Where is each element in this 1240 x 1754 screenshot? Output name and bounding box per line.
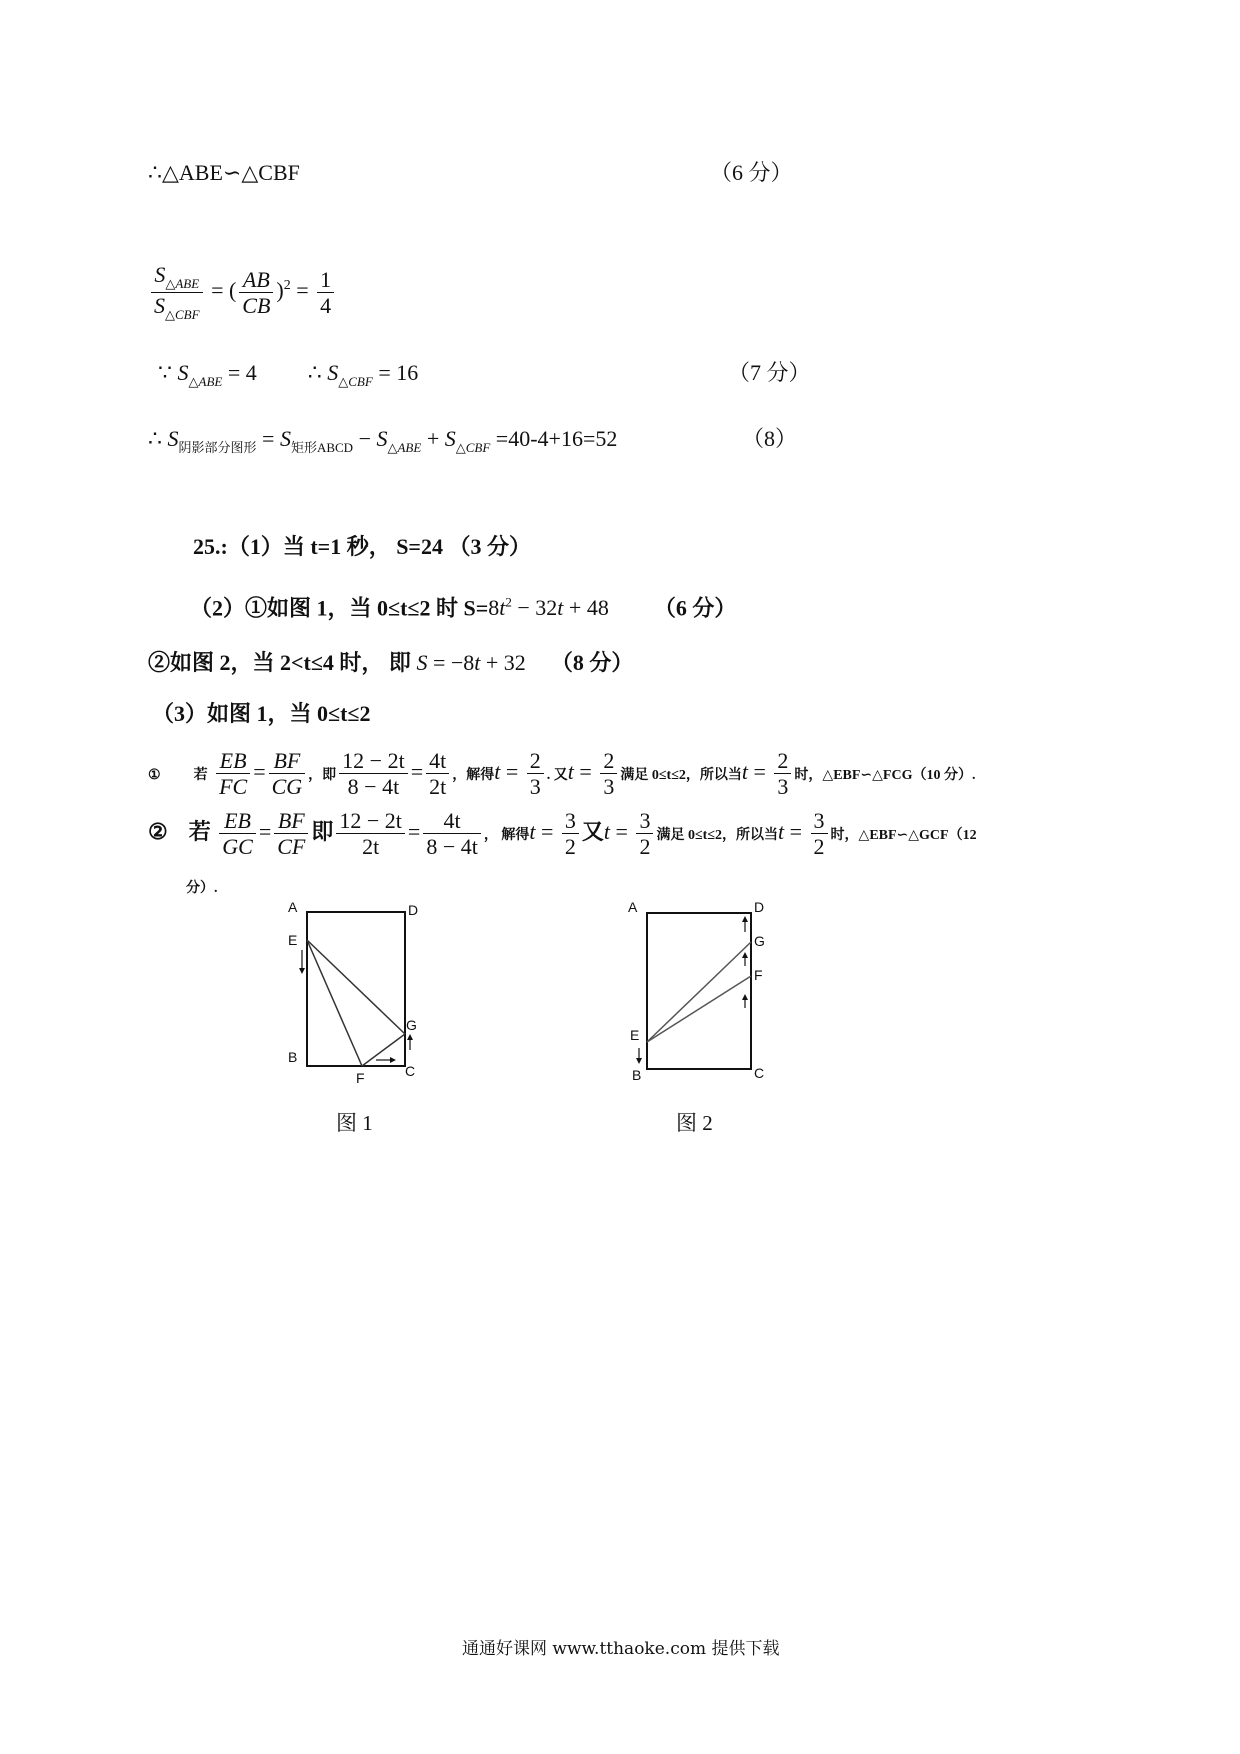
label-f: F	[754, 967, 763, 983]
arrowhead-icon	[299, 968, 305, 974]
denominator: CB	[242, 292, 271, 318]
fraction-rhs	[423, 808, 481, 860]
figure-1-diagram	[280, 900, 460, 1100]
q25-part3: （3）如图 1，当 0≤t≤2	[152, 701, 371, 726]
text: 时，△EBF∽△FCG（10 分）.	[794, 767, 976, 783]
step7-line	[158, 362, 418, 388]
score: （6 分）	[653, 595, 737, 621]
s-symbol: S	[154, 262, 166, 287]
q25-part2-1	[190, 596, 736, 619]
label-c: C	[405, 1063, 416, 1079]
segment-ef	[307, 940, 362, 1066]
label-a: A	[288, 899, 298, 915]
step7-score: （7 分）	[728, 360, 811, 385]
fraction-eb-fc	[216, 748, 250, 800]
numerator: EB	[219, 808, 256, 834]
numerator: BF	[269, 748, 306, 774]
figure-2-caption: 图 2	[676, 1111, 713, 1135]
denominator: CG	[271, 774, 303, 800]
denominator: 2t	[362, 834, 380, 860]
fraction-lhs	[339, 748, 408, 800]
because-symbol: ∵	[158, 360, 172, 385]
denominator: 3	[777, 774, 789, 800]
side-ratio-fraction	[239, 267, 273, 319]
t-var: t	[499, 595, 506, 621]
text: . 又	[546, 767, 568, 783]
text: 若	[188, 818, 211, 844]
text: ②如图 2，当 2<t≤4 时， 即	[148, 650, 417, 675]
arrowhead-icon	[407, 1034, 413, 1040]
arrowhead-icon	[742, 952, 748, 958]
subscript: △ABE	[165, 276, 200, 291]
numerator: 1	[317, 267, 334, 293]
fraction-lhs	[336, 808, 405, 860]
numerator: 12 − 2t	[336, 808, 405, 834]
equals: =	[262, 426, 275, 451]
denominator: 3	[603, 774, 615, 800]
numerator: 2	[527, 748, 544, 774]
rectangle-abcd	[307, 912, 405, 1066]
segment-eg	[647, 942, 751, 1042]
power: 2	[505, 595, 512, 610]
t-var: t	[567, 758, 574, 784]
denominator: 2	[639, 834, 651, 860]
area-ratio-fraction	[151, 262, 203, 323]
text: 又	[581, 818, 604, 844]
term: + 32	[480, 650, 526, 675]
numerator: 4t	[426, 748, 449, 774]
label-e: E	[630, 1027, 640, 1043]
numerator: 3	[562, 808, 579, 834]
segment-eg	[307, 940, 405, 1034]
ratio-equation	[148, 262, 337, 323]
label-e: E	[288, 932, 298, 948]
s-symbol: S	[416, 650, 428, 675]
subscript: △CBF	[455, 440, 491, 455]
numerator: 3	[636, 808, 653, 834]
q25-part2-2	[148, 652, 633, 674]
text: 满足 0≤t≤2，所以当	[620, 767, 742, 783]
denominator: 4	[320, 292, 332, 318]
coef: 8	[488, 595, 500, 621]
fraction-eb-gc	[219, 808, 256, 860]
figure-2	[620, 898, 780, 1103]
text: 即	[311, 818, 334, 844]
numerator: 2	[774, 748, 791, 774]
equals: =	[748, 758, 772, 784]
fraction-solution	[527, 748, 544, 800]
text: ，即	[308, 767, 337, 783]
score: （8 分）	[550, 650, 634, 675]
denominator: 2	[813, 834, 825, 860]
s-symbol: S	[177, 360, 189, 385]
case2-line	[148, 808, 977, 860]
denominator: 8 − 4t	[347, 774, 400, 800]
denominator: 2	[564, 834, 576, 860]
s-symbol: S	[279, 426, 291, 451]
segment-fg	[362, 1034, 405, 1066]
case-marker: ①	[148, 767, 161, 783]
numerator: BF	[274, 808, 308, 834]
fraction-solution	[600, 748, 617, 800]
fraction-solution	[811, 808, 828, 860]
equals: =	[253, 758, 266, 784]
label-d: D	[754, 899, 765, 915]
equals-paren: = (	[211, 277, 237, 303]
step8-line	[148, 428, 617, 454]
t-var: t	[603, 818, 611, 844]
arrowhead-icon	[390, 1057, 396, 1063]
t-var: t	[529, 818, 536, 844]
t-var: t	[741, 758, 748, 784]
denominator: 3	[529, 774, 541, 800]
power: 2	[283, 278, 291, 294]
result-fraction	[317, 267, 334, 319]
step8-score: （8）	[742, 426, 798, 451]
label-g: G	[406, 1017, 417, 1033]
t-var: t	[474, 650, 481, 675]
equals: =	[784, 818, 808, 844]
right-paren: )	[276, 277, 284, 303]
q25-part1: 25.:（1）当 t=1 秒， S=24 （3 分）	[193, 534, 531, 559]
step6-line	[148, 162, 300, 184]
value: = 16	[378, 360, 419, 385]
text: ， 解得	[483, 827, 530, 843]
therefore-symbol: ∴	[148, 426, 162, 451]
fraction-bf-cg	[269, 748, 306, 800]
equals: =	[535, 818, 559, 844]
equals: =	[258, 818, 272, 844]
plus: +	[426, 426, 440, 451]
s-symbol: S	[376, 426, 388, 451]
term: = −8	[427, 650, 475, 675]
subscript: 阴影部分图形	[178, 440, 257, 455]
term: − 32	[511, 595, 558, 621]
figure-1-caption: 图 1	[336, 1111, 373, 1135]
numerator: EB	[216, 748, 250, 774]
text: 时，△EBF∽△GCF（12	[830, 827, 977, 843]
label-b: B	[288, 1049, 298, 1065]
numerator: 3	[811, 808, 828, 834]
fraction-solution	[636, 808, 653, 860]
step6-score: （6 分）	[710, 160, 793, 185]
arrowhead-icon	[742, 916, 748, 922]
denominator: 8 − 4t	[426, 834, 478, 860]
fraction-bf-cf	[274, 808, 308, 860]
denominator: CF	[277, 834, 306, 860]
label-g: G	[754, 933, 765, 949]
arrowhead-icon	[742, 994, 748, 1000]
equals: =	[573, 758, 598, 784]
subscript: △CBF	[165, 306, 200, 322]
fraction-solution	[562, 808, 579, 860]
denominator: FC	[219, 774, 248, 800]
case-marker: ②	[148, 818, 168, 844]
denominator: GC	[222, 834, 253, 860]
numerator: 12 − 2t	[339, 748, 408, 774]
minus: −	[358, 426, 371, 451]
numerator: 4t	[423, 808, 481, 834]
s-symbol: S	[154, 292, 165, 318]
s-symbol: S	[167, 426, 179, 451]
denominator: 2t	[429, 774, 447, 800]
step6-text: ∴△ABE∽△CBF	[148, 160, 300, 185]
label-d: D	[408, 902, 419, 918]
page-footer: 通通好课网 www.tthaoke.com 提供下载	[462, 1639, 780, 1659]
t-var: t	[557, 595, 564, 621]
figure-2-diagram	[620, 898, 780, 1098]
label-b: B	[632, 1067, 642, 1083]
segment-ef	[647, 976, 751, 1042]
s-symbol: S	[444, 426, 456, 451]
fraction-rhs	[426, 748, 449, 800]
equals: =	[500, 758, 524, 784]
label-f: F	[356, 1070, 365, 1086]
numerator: AB	[239, 267, 273, 293]
numerator: 2	[600, 748, 617, 774]
text: 满足 0≤t≤2，所以当	[656, 827, 778, 843]
result: =40-4+16=52	[495, 426, 618, 451]
arrowhead-icon	[636, 1058, 642, 1064]
figure-1	[280, 900, 460, 1105]
case2-tail: 分）.	[186, 881, 218, 896]
text: （2）①如图 1，当 0≤t≤2 时 S=	[190, 595, 489, 621]
t-var: t	[494, 758, 501, 784]
fraction-solution	[774, 748, 791, 800]
subscript: 矩形ABCD	[290, 440, 354, 455]
text: 若	[193, 767, 208, 783]
therefore-symbol: ∴	[307, 360, 322, 385]
subscript: △ABE	[188, 374, 223, 389]
term: + 48	[563, 595, 609, 621]
label-c: C	[754, 1065, 765, 1081]
equals: =	[296, 277, 309, 303]
text: ，解得	[452, 767, 495, 783]
equals: =	[410, 758, 424, 784]
equals: =	[610, 818, 634, 844]
case1-line	[148, 748, 975, 800]
t-var: t	[778, 818, 785, 844]
equals: =	[407, 818, 421, 844]
subscript: △ABE	[387, 440, 422, 455]
subscript: △CBF	[338, 374, 373, 389]
value: = 4	[227, 360, 257, 385]
s-symbol: S	[327, 360, 339, 385]
label-a: A	[628, 899, 638, 915]
